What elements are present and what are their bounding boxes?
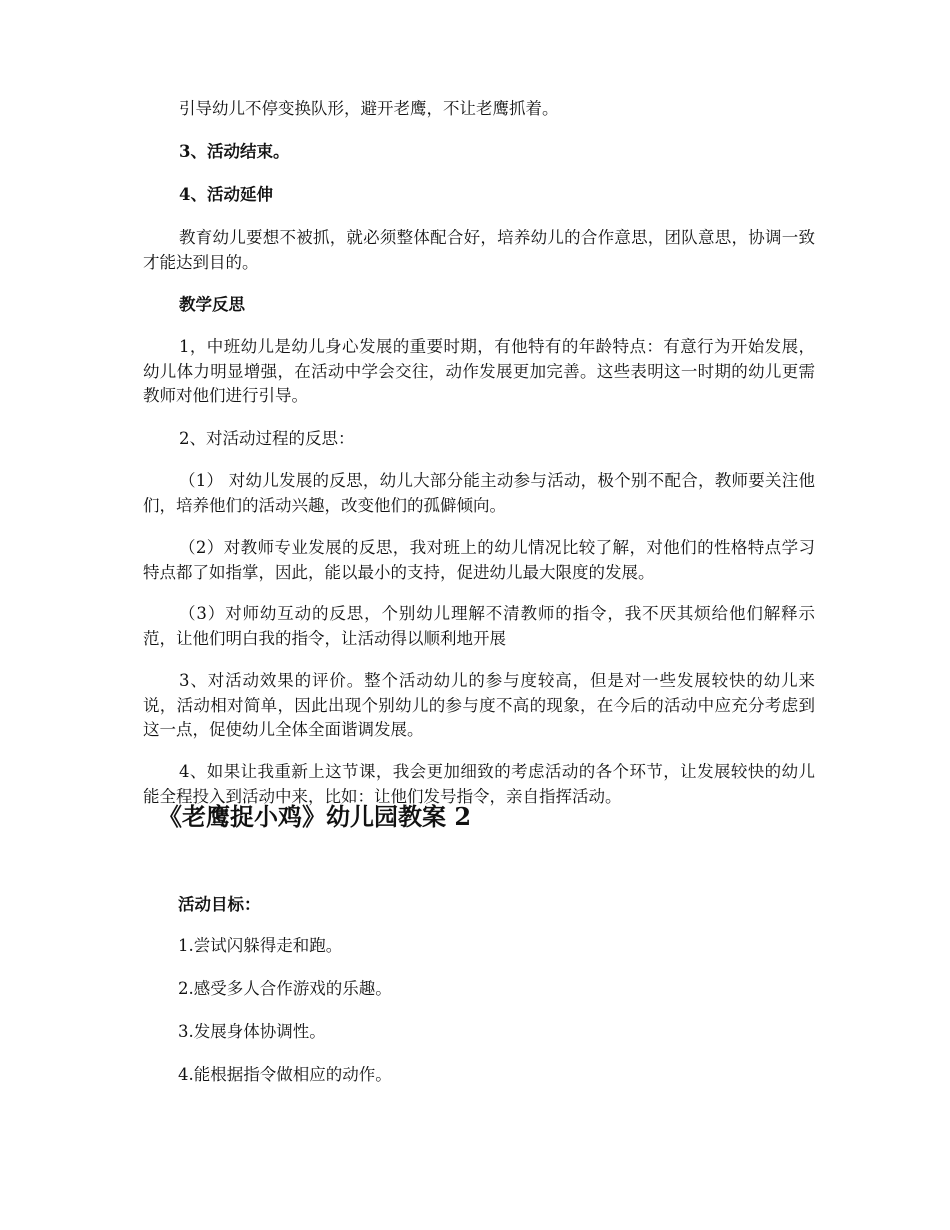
goal-item: 3.发展身体协调性。 xyxy=(178,1022,326,1041)
step-heading: 4、活动延伸 xyxy=(179,185,273,204)
goal-item: 1.尝试闪躲得走和跑。 xyxy=(178,936,343,955)
paragraph: 1，中班幼儿是幼儿身心发展的重要时期，有他特有的年龄特点：有意行为开始发展，幼儿体力明显增强，在活动中学会交往，动作发展更加完善。这些表明这一时期的幼儿更需教师对他们进行引导。 xyxy=(143,337,815,405)
paragraph: 引导幼儿不停变换队形，避开老鹰，不让老鹰抓着。 xyxy=(179,99,559,118)
subheading: 教学反思 xyxy=(179,295,245,314)
paragraph: （1） 对幼儿发展的反思，幼儿大部分能主动参与活动，极个别不配合，教师要关注他们，培养他们的活动兴趣，改变他们的孤僻倾向。 xyxy=(143,471,815,515)
paragraph: 4、如果让我重新上这节课，我会更加细致的考虑活动的各个环节，让发展较快的幼儿能全程投入到活动中来，比如：让他们发号指令，亲自指挥活动。 xyxy=(143,762,815,806)
step-heading: 3、活动结束。 xyxy=(179,142,290,161)
paragraph: 3、对活动效果的评价。整个活动幼儿的参与度较高，但是对一些发展较快的幼儿来说，活动相对简单，因此出现个别幼儿的参与度不高的现象，在今后的活动中应充分考虑到这一点，促使幼儿全体全面谐调发展。 xyxy=(143,671,815,739)
goal-item: 2.感受多人合作游戏的乐趣。 xyxy=(178,979,392,998)
paragraph: 教育幼儿要想不被抓，就必须整体配合好，培养幼儿的合作意思，团队意思，协调一致才能达到目的。 xyxy=(143,228,815,272)
goals-label: 活动目标： xyxy=(178,895,261,914)
paragraph: （2）对教师专业发展的反思，我对班上的幼儿情况比较了解，对他们的性格特点学习特点都了如指掌，因此，能以最小的支持，促进幼儿最大限度的发展。 xyxy=(143,538,815,582)
paragraph: 2、对活动过程的反思： xyxy=(179,429,355,448)
section-title: 《老鹰捉小鸡》幼儿园教案 2 xyxy=(158,802,472,831)
goal-item: 4.能根据指令做相应的动作。 xyxy=(178,1065,392,1084)
paragraph: （3）对师幼互动的反思，个别幼儿理解不清教师的指令，我不厌其烦给他们解释示范，让他们明白我的指令，让活动得以顺利地开展 xyxy=(143,604,815,648)
